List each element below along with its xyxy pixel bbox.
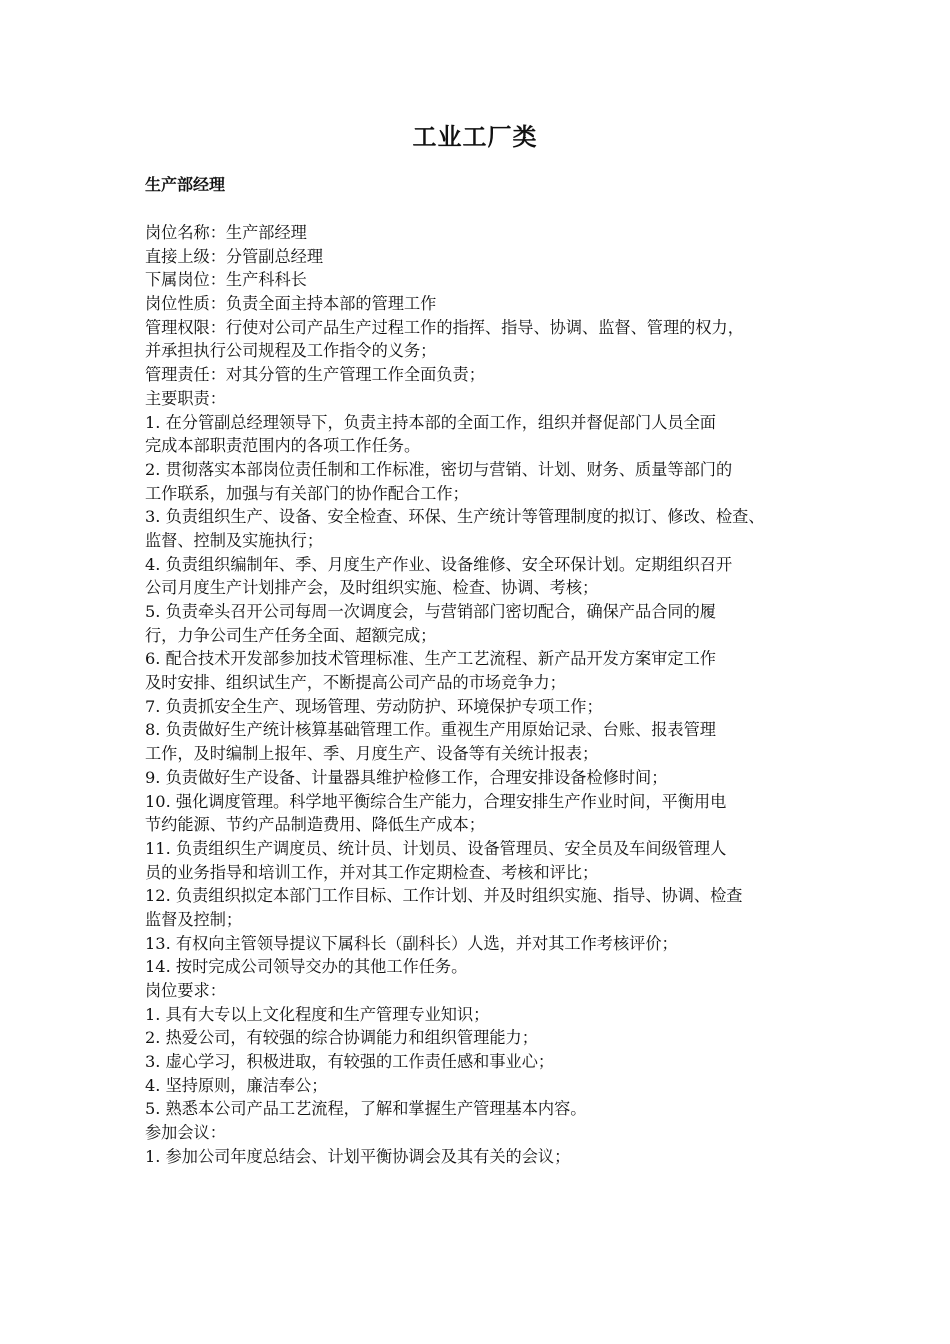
text-line: 岗位要求：: [145, 981, 226, 1000]
text-line: 10. 强化调度管理。科学地平衡综合生产能力，合理安排生产作业时间，平衡用电: [145, 791, 727, 811]
text-line: 监督及控制；: [145, 909, 243, 929]
document-body: [145, 221, 815, 1169]
text-line: 完成本部职责范围内的各项工作任务。: [145, 436, 421, 456]
text-line: 11. 负责组织生产调度员、统计员、计划员、设备管理员、安全员及车间级管理人: [145, 838, 727, 858]
text-line: 1. 具有大专以上文化程度和生产管理专业知识；: [145, 1004, 490, 1024]
text-line: 8. 负责做好生产统计核算基础管理工作。重视生产用原始记录、台账、报表管理: [145, 720, 716, 740]
text-line: 1. 参加公司年度总结会、计划平衡协调会及其有关的会议；: [145, 1146, 571, 1166]
text-line: 2. 热爱公司，有较强的综合协调能力和组织管理能力；: [145, 1028, 538, 1048]
text-line: 主要职责：: [145, 388, 226, 408]
text-line: 6. 配合技术开发部参加技术管理标准、生产工艺流程、新产品开发方案审定工作: [145, 649, 716, 669]
text-line: 管理责任：对其分管的生产管理工作全面负责；: [145, 365, 485, 385]
text-line: 2. 贯彻落实本部岗位责任制和工作标准，密切与营销、计划、财务、质量等部门的: [145, 459, 733, 479]
text-line: 监督、控制及实施执行；: [145, 530, 324, 550]
text-line: 岗位名称：生产部经理: [145, 223, 307, 242]
text-line: 3. 虚心学习，积极进取，有较强的工作责任感和事业心；: [145, 1052, 555, 1072]
text-line: 14. 按时完成公司领导交办的其他工作任务。: [145, 957, 468, 977]
text-line: 3. 负责组织生产、设备、安全检查、环保、生产统计等管理制度的拟订、修改、检查、: [145, 507, 765, 527]
text-line: 4. 坚持原则，廉洁奉公；: [145, 1075, 328, 1095]
text-line: 9. 负责做好生产设备、计量器具维护检修工作，合理安排设备检修时间；: [145, 767, 668, 787]
text-line: 13. 有权向主管领导提议下属科长（副科长）人选，并对其工作考核评价；: [145, 933, 678, 953]
text-line: 工作联系，加强与有关部门的协作配合工作；: [145, 483, 469, 503]
document-title: 工业工厂类: [412, 123, 538, 151]
text-line: 管理权限：行使对公司产品生产过程工作的指挥、指导、协调、监督、管理的权力，: [145, 317, 744, 337]
text-line: 工作，及时编制上报年、季、月度生产、设备等有关统计报表；: [145, 744, 599, 764]
section-title: 生产部经理: [145, 175, 226, 194]
text-line: 节约能源、节约产品制造费用、降低生产成本；: [145, 815, 485, 835]
text-line: 岗位性质：负责全面主持本部的管理工作: [145, 294, 437, 314]
text-line: 5. 熟悉本公司产品工艺流程，了解和掌握生产管理基本内容。: [145, 1099, 587, 1119]
text-line: 行，力争公司生产任务全面、超额完成；: [145, 625, 437, 645]
text-line: 1. 在分管副总经理领导下，负责主持本部的全面工作，组织并督促部门人员全面: [145, 412, 716, 432]
text-line: 及时安排、组织试生产，不断提高公司产品的市场竞争力；: [145, 673, 566, 693]
text-line: 12. 负责组织拟定本部门工作目标、工作计划、并及时组织实施、指导、协调、检查: [145, 886, 743, 906]
text-line: 7. 负责抓安全生产、现场管理、劳动防护、环境保护专项工作；: [145, 696, 603, 716]
text-line: 参加会议：: [145, 1123, 226, 1143]
text-line: 并承担执行公司规程及工作指令的义务；: [145, 341, 437, 361]
text-line: 直接上级：分管副总经理: [145, 246, 324, 266]
text-line: 5. 负责牵头召开公司每周一次调度会，与营销部门密切配合，确保产品合同的履: [145, 602, 716, 621]
text-line: 4. 负责组织编制年、季、月度生产作业、设备维修、安全环保计划。定期组织召开: [145, 554, 733, 574]
text-line: 员的业务指导和培训工作，并对其工作定期检查、考核和评比；: [145, 862, 599, 882]
text-line: 公司月度生产计划排产会，及时组织实施、检查、协调、考核；: [145, 578, 599, 598]
text-line: 下属岗位：生产科科长: [145, 270, 307, 290]
